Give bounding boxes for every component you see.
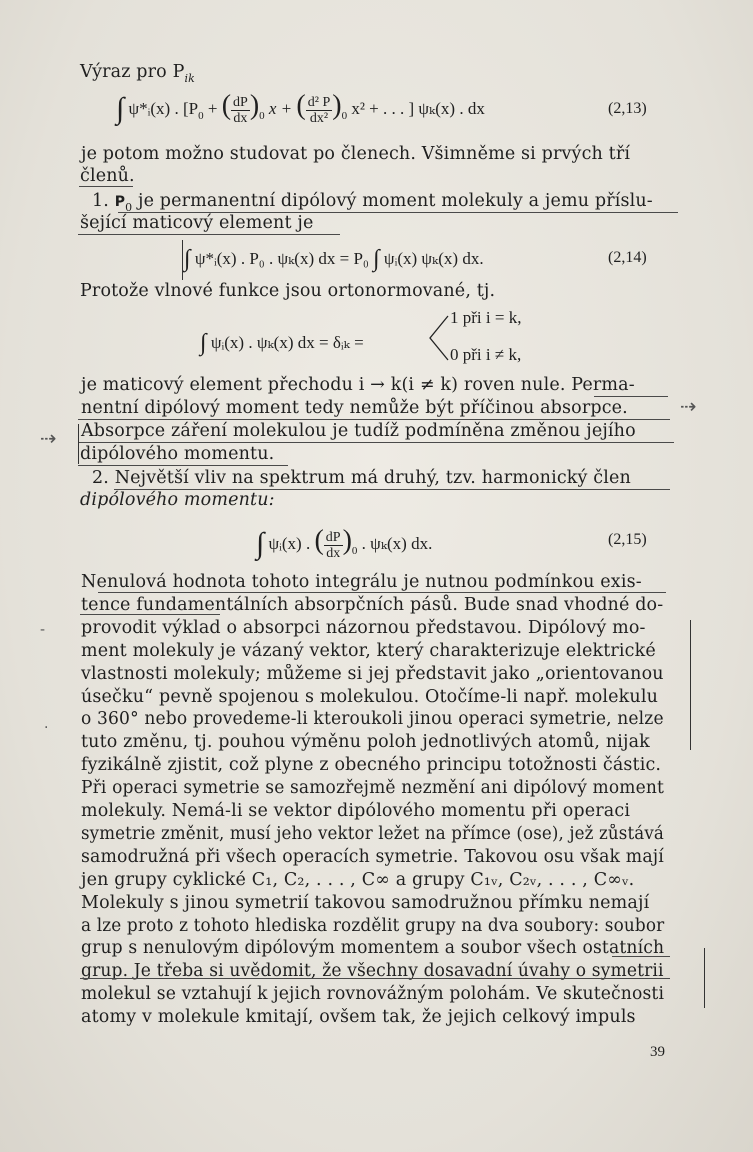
body-line-text: symetrie změnit, musí jeho vektor ležet na přímce (ose), jež zůstává [81,823,664,844]
pen-underline [612,956,670,957]
pen-margin-mark [182,240,183,280]
delta-case1: 1 při i = k, [450,308,522,327]
body-line [81,800,664,822]
pen-underline [79,186,133,187]
body-line-text: tuto změnu, tj. pouhou výměnu poloh jednotlivých atomů, nijak [81,732,650,753]
body-line [81,754,664,776]
pen-underline [78,442,674,443]
body-line [81,571,664,593]
item1-num: 1. [92,191,109,211]
margin-dash: - [40,622,46,638]
item1-line2: šející maticový element je [80,213,314,233]
pen-bracket [78,424,79,464]
p3-l2: nentní dipólový moment tedy nemůže být příčinou absorpce. [81,398,628,418]
body-line-text: Molekuly s jinou symetrií takovou samodružnou přímku nemají [81,892,650,913]
p1-line [81,143,664,165]
body-line-text: samodružná při všech operacích symetrie. Takovou osu však mají [81,846,664,867]
eq214-part2: ψᵢ(x) ψₖ(x) dx. [383,249,484,268]
item1-rest: je permanentní dipólový moment molekuly a jemu příslu- [138,191,653,211]
intro-line [80,61,195,90]
equation-delta: ∫ ψᵢ(x) . ψₖ(x) dx = δᵢₖ = [200,330,364,356]
delta-case2: 0 při i ≠ k, [450,345,522,364]
item1-P: P [114,194,126,210]
p1-text: je potom možno studovat po členech. Všimněme si prvých tří [81,144,631,164]
body-line-text: grup s nenulovým dipólovým momentem a soubor všech ostatních [81,938,665,959]
body-line [81,915,664,937]
equation-2-15: ∫ ψᵢ(x) . ( $\frac{dP}{dx}$ )$_0$ . ψₖ(x) dx. [256,525,433,561]
eq215-right: . ψₖ(x) dx. [361,534,433,553]
eq213-frac2: $\frac{\text{d² P}}{\text{dx²}}$ [307,94,331,126]
delta-lhs: ψᵢ(x) . ψₖ(x) dx = δᵢₖ = [210,333,364,352]
body-line [81,869,664,891]
body-line-text: provodit výklad o absorpci názornou představou. Dipólový mo- [81,617,646,638]
body-line-text: Nenulová hodnota tohoto integrálu je nutnou podmínkou exis- [81,572,642,592]
pen-underline [78,419,670,420]
body-line-text: grup. Je třeba si uvědomit, že všechny dosavadní úvahy o symetrii [81,961,664,982]
body-line-text: tence fundamentálních absorpčních pásů. Bude snad vhodné do- [81,594,664,615]
eq213-tail: x² + . . . ] ψₖ(x) . dx [351,99,485,118]
pen-underline [80,978,670,979]
eq214-number: (2,14) [608,249,647,266]
pen-margin-line [704,948,705,1008]
eq215-left: ψᵢ(x) . [268,534,311,553]
body-line [81,617,664,639]
body-line [81,937,664,959]
body-line [81,663,664,685]
pen-underline [78,234,340,235]
p3-line2 [81,397,664,419]
eq213-number: (2,13) [608,100,647,117]
eq215-frac: $\frac{dP}{dx}$ [325,529,341,561]
body-line [81,640,664,662]
body-line [81,983,664,1005]
body-line [81,1006,664,1028]
body-line [81,686,664,708]
body-line [81,823,664,845]
body-line [81,708,664,730]
p3-line1 [81,374,664,396]
equation-2-14: ∫ ψ*ᵢ(x) . P₀ . ψₖ(x) dx = P₀ ∫ ψᵢ(x) ψₖ(x) dx. [184,246,484,272]
pen-underline [114,489,670,490]
page-number: 39 [650,1044,665,1060]
body-line-text: atomy v molekule kmitají, ovšem tak, že jejich celkový impuls [81,1007,636,1028]
body-line [81,892,664,914]
body-line-text: vlastnosti molekuly; můžeme si jej představit jako „orientovanou [81,663,664,684]
equation-2-13: ∫ ψ*ᵢ(x) . [$P_0$ + ( $\frac{dP}{dx}$ )$_0$ x + ( $\frac{\text{d² P}}{\text{dx²}}$ )$_0$ x² + . . . ] ψₖ(x) . dx [116,90,485,126]
p2-text: Protože vlnové funkce jsou ortonormované, tj. [80,281,496,301]
body-line-text: ment molekuly je vázaný vektor, který charakterizuje elektrické [81,640,656,661]
margin-arrow-left: ⇢ [40,426,57,450]
pen-underline [80,614,220,615]
eq214-part1: ψ*ᵢ(x) . P₀ . ψₖ(x) dx = P₀ [194,249,369,268]
body-line-text: molekul se vztahují k jejich rovnovážným polohám. Ve skutečnosti [81,984,665,1005]
item2-line2: dipólového momentu: [80,490,275,510]
eq215-number: (2,15) [608,531,647,548]
intro-subscript: ik [184,72,195,85]
body-line-text: jen grupy cyklické C₁, C₂, . . . , C∞ a grupy C₁ᵥ, C₂ᵥ, . . . , C∞ᵥ. [81,869,635,890]
p3-l4: dipólového momentu. [80,444,275,464]
margin-dot: · [44,720,49,736]
eq213-left: ψ*ᵢ(x) . [P [128,99,199,118]
case-brace [426,310,450,366]
pen-underline [98,592,666,593]
pen-underline [594,396,668,397]
body-line-text: úsečku“ pevně spojenou s molekulou. Otočíme-li např. molekulu [81,686,658,707]
margin-arrow-right: ⇢ [680,394,697,418]
intro-text: Výraz pro P [80,62,185,82]
body-line-text: fyzikálně zjistit, což plyne z obecného principu totožnosti částic. [81,755,662,776]
body-line-text: Při operaci symetrie se samozřejmě nezmění ani dipólový moment [81,778,664,799]
p3-line3 [81,420,664,442]
body-line-text: o 360° nebo provedeme-li kteroukoli jinou operaci symetrie, nelze [81,709,664,730]
p3-l1: je maticový element přechodu i → k(i ≠ k) roven nule. Perma- [81,375,635,395]
body-line [81,777,664,799]
item1-line1: 1. $P_0$ je permanentní dipólový moment molekuly a jemu příslu- [92,191,653,214]
body-line [81,846,664,868]
body-line [81,731,664,753]
eq213-mid: x + [268,99,293,118]
body-line [81,594,664,616]
pen-margin-line [690,620,691,750]
eq213-frac1: $\frac{dP}{dx}$ [233,94,248,126]
item2-line1: 2. Největší vliv na spektrum má druhý, tzv. harmonický člen [92,468,631,488]
p3-l3: Absorpce záření molekulou je tudíž podmíněna změnou jejího [81,421,636,441]
pen-underline [78,465,288,466]
body-line-text: molekuly. Nemá-li se vektor dipólového momentu při operaci [81,801,631,821]
body-line-text: a lze proto z tohoto hlediska rozdělit grupy na dva soubory: soubor [81,915,665,936]
p1b-text: členů. [80,166,135,186]
